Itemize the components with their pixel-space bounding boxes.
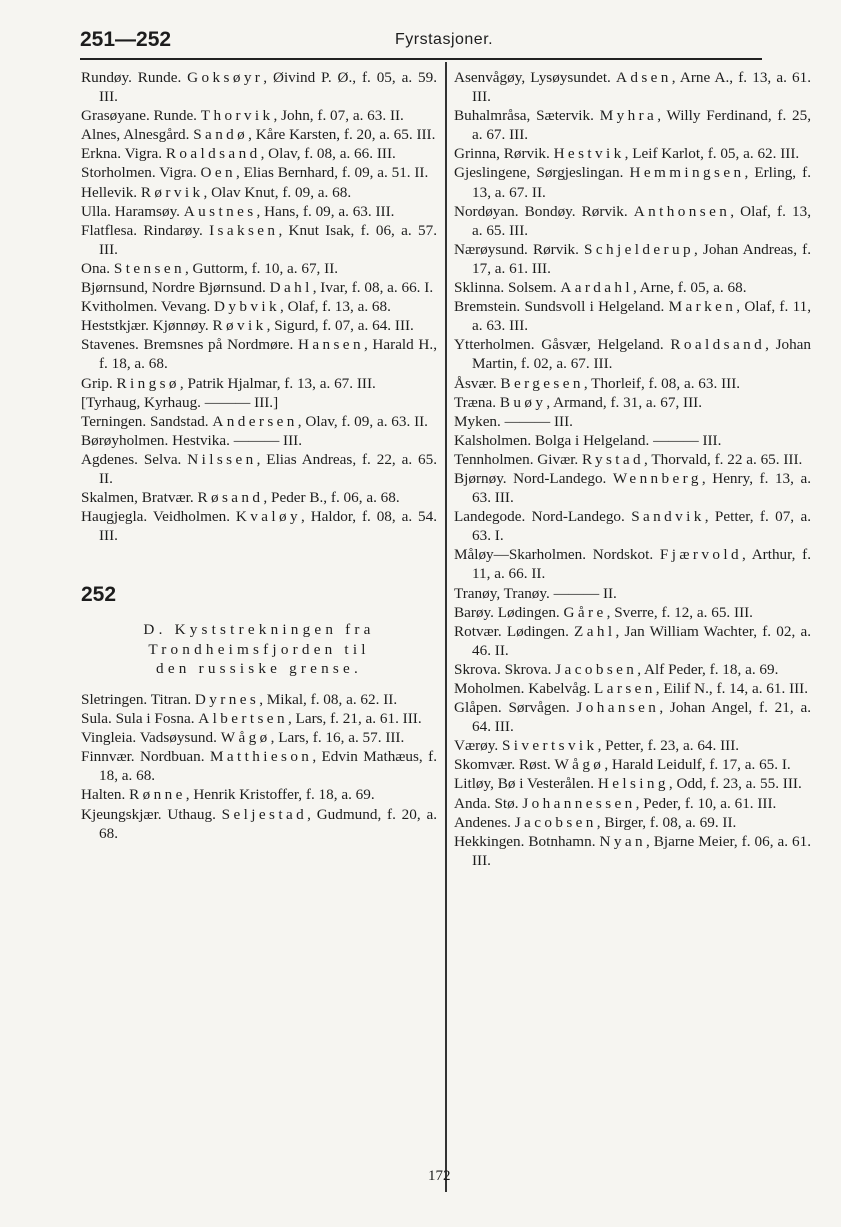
station-entry <box>81 202 437 221</box>
entry-keeper-surname: Goksøyr <box>187 69 264 86</box>
entry-keeper-surname: Stensen <box>113 259 185 277</box>
entry-tail: , Peder, f. 10, a. 61. III. <box>635 794 777 812</box>
entry-tail: , Gudmund, f. 20, a. 68. <box>99 805 437 842</box>
entry-tail: , Thorleif, f. 08, a. 63. III. <box>583 374 741 392</box>
entry-keeper-surname: Røsand <box>197 489 264 507</box>
entry-lead: Agdenes. Selva. <box>81 450 188 468</box>
entry-tail: , Knut Isak, f. 06, a. 57. III. <box>99 221 437 258</box>
entry-tail: , Øivind P. Ø., f. 05, a. 59. III. <box>99 69 438 106</box>
entry-lead: Tranøy, Tranøy. ——— II. <box>454 584 617 602</box>
entry-lead: Landegode. Nord-Landego. <box>454 508 632 526</box>
entry-keeper-surname: Hansen <box>297 336 364 354</box>
entry-lead: Moholmen. Kabelvåg. <box>454 680 595 697</box>
entry-keeper-surname: Myhra <box>599 107 658 125</box>
station-entry <box>81 412 437 431</box>
entry-keeper-surname: Aardahl <box>560 279 634 297</box>
entry-lead: Haugjegla. Veidholmen. <box>81 508 236 526</box>
page-header <box>80 28 760 58</box>
entry-lead: Kjeungskjær. Uthaug. <box>81 805 222 823</box>
entry-tail: , Thorvald, f. 22 a. 65. III. <box>644 450 803 468</box>
entry-keeper-surname: Helsing <box>597 775 669 793</box>
entry-tail: , Harald H., f. 18, a. 68. <box>99 336 437 373</box>
right-column <box>454 68 811 870</box>
entry-keeper-surname: Matthieson <box>209 748 313 766</box>
station-entry <box>454 660 811 679</box>
entry-tail: , Harald Leidulf, f. 17, a. 65. I. <box>604 756 791 774</box>
entry-keeper-surname: Roaldsand <box>670 336 766 354</box>
entry-keeper-surname: Dybvik <box>214 298 280 316</box>
entry-keeper-surname: Hemmingsen <box>629 164 745 182</box>
station-entry <box>81 709 437 728</box>
entry-lead: Værøy. <box>454 737 502 755</box>
entry-tail: , Birger, f. 08, a. 69. II. <box>596 813 737 831</box>
entry-lead: Hellevik. <box>81 183 141 201</box>
entry-list-left <box>81 68 437 545</box>
entry-tail: , Edvin Mathæus, f. 18, a. 68. <box>99 748 437 785</box>
entry-lead: Hekkingen. Botnhamn. <box>454 832 600 850</box>
station-entry <box>454 278 811 297</box>
station-entry <box>454 106 811 144</box>
entry-lead: Sula. Sula i Fosna. <box>81 710 199 728</box>
entry-lead: Barøy. Lødingen. <box>454 603 564 621</box>
entry-keeper-surname: Austnes <box>183 202 257 220</box>
station-entry <box>81 144 437 163</box>
entry-keeper-surname: Wågø <box>220 729 271 747</box>
entry-keeper-surname: Thorvik <box>200 107 274 125</box>
entry-keeper-surname: Roaldsand <box>165 145 261 163</box>
entry-tail: , Ivar, f. 08, a. 66. I. <box>312 279 434 297</box>
page-title: Fyrstasjoner. <box>395 31 494 48</box>
entry-lead: Asenvågøy, Lysøysundet. <box>454 69 616 86</box>
entry-keeper-surname: Buøy <box>499 393 547 411</box>
station-entry <box>454 622 811 660</box>
entry-keeper-surname: Jacobsen <box>514 813 597 831</box>
left-column <box>81 68 437 843</box>
entry-tail: , Lars, f. 21, a. 61. III. <box>287 710 422 728</box>
station-entry <box>454 393 811 412</box>
section-heading-line: Trondheimsfjorden til <box>148 640 370 658</box>
station-entry <box>81 183 437 202</box>
station-entry <box>81 747 437 785</box>
station-entry <box>454 698 811 736</box>
section-heading-line: D. Kyststrekningen fra <box>143 621 375 639</box>
entry-keeper-surname: Nilssen <box>187 450 257 468</box>
entry-lead: Bjørnøy. Nord-Landego. <box>454 469 613 487</box>
entry-tail: , Erling, f. 13, a. 67. II. <box>472 164 811 201</box>
station-entry <box>454 450 811 469</box>
station-entry <box>454 736 811 755</box>
entry-keeper-surname: Sandvik <box>631 508 705 526</box>
header-rule <box>80 58 762 60</box>
page-number: 172 <box>428 1168 451 1184</box>
station-entry <box>81 297 437 316</box>
entry-keeper-surname: Albertsen <box>198 710 288 728</box>
station-entry <box>81 785 437 804</box>
entry-tail: , Eilif N., f. 14, a. 61. III. <box>655 680 809 697</box>
entry-lead: Heststkjær. Kjønnøy. <box>81 317 213 335</box>
entry-tail: , Sverre, f. 12, a. 65. III. <box>606 603 753 621</box>
entry-tail: , Guttorm, f. 10, a. 67, II. <box>184 259 339 277</box>
entry-lead: Træna. <box>454 393 500 411</box>
station-entry <box>81 163 437 182</box>
entry-tail: , Olav, f. 09, a. 63. II. <box>297 412 428 430</box>
entry-keeper-surname: Nyan <box>599 832 646 850</box>
entry-tail: , Elias Andreas, f. 22, a. 65. II. <box>99 450 437 487</box>
entry-tail: , Lars, f. 16, a. 57. III. <box>270 729 405 747</box>
station-entry <box>81 450 437 488</box>
station-entry <box>81 259 437 278</box>
entry-lead: Skrova. Skrova. <box>454 660 556 678</box>
entry-tail: , Willy Ferdinand, f. 25, a. 67. III. <box>472 107 811 144</box>
entry-keeper-surname: Gåre <box>563 603 607 621</box>
entry-lead: Sklinna. Solsem. <box>454 279 561 297</box>
entry-tail: , Patrik Hjalmar, f. 13, a. 67. III. <box>179 374 376 392</box>
entry-keeper-surname: Sandø <box>193 126 249 144</box>
station-entry <box>454 794 811 813</box>
station-entry <box>81 393 437 412</box>
entry-lead: Alnes, Alnesgård. <box>81 126 194 144</box>
station-entry <box>81 335 437 373</box>
entry-lead: Myken. ——— III. <box>454 412 573 430</box>
entry-tail: , Olaf, f. 11, a. 63. III. <box>472 298 811 335</box>
entry-lead: Rotvær. Lødingen. <box>454 622 575 640</box>
station-entry <box>454 297 811 335</box>
entry-keeper-surname: Røvik <box>212 317 267 335</box>
entry-lead: Finnvær. Nordbuan. <box>81 748 210 766</box>
entry-tail: , Petter, f. 23, a. 64. III. <box>597 737 740 755</box>
entry-tail: , Henrik Kristoffer, f. 18, a. 69. <box>185 786 375 804</box>
entry-tail: , Olav, f. 08, a. 66. III. <box>260 145 396 163</box>
entry-lead: Ytterholmen. Gåsvær, Helgeland. <box>454 336 671 354</box>
entry-lead: Stavenes. Bremsnes på Nordmøre. <box>81 336 298 354</box>
entry-keeper-surname: Oen <box>200 164 236 182</box>
station-entry <box>454 335 811 373</box>
station-entry <box>81 431 437 450</box>
entry-keeper-surname: Kvaløy <box>235 508 302 526</box>
entry-lead: Terningen. Sandstad. <box>81 412 213 430</box>
station-entry <box>81 690 437 709</box>
entry-lead: Åsvær. <box>454 374 501 392</box>
entry-tail: , Bjarne Meier, f. 06, a. 61. III. <box>472 832 811 869</box>
page-range: 251—252 <box>80 28 172 51</box>
entry-lead: Skalmen, Bratvær. <box>81 489 198 507</box>
entry-lead: Ulla. Haramsøy. <box>81 202 184 220</box>
entry-lead: Skomvær. Røst. <box>454 756 555 774</box>
station-entry <box>454 832 811 870</box>
section-heading <box>81 620 437 679</box>
column-divider <box>445 62 447 1192</box>
entry-keeper-surname: Adsen <box>615 69 672 86</box>
entry-lead: Andenes. <box>454 813 515 831</box>
entry-lead: Nærøysund. Rørvik. <box>454 240 585 258</box>
entry-lead: [Tyrhaug, Kyrhaug. ——— III.] <box>81 393 279 411</box>
entry-keeper-surname: Rønne <box>129 786 186 804</box>
entry-keeper-surname: Wågø <box>554 756 605 774</box>
entry-tail: , John, f. 07, a. 63. II. <box>273 107 404 125</box>
entry-keeper-surname: Johannessen <box>522 794 636 812</box>
entry-tail: , Peder B., f. 06, a. 68. <box>263 489 400 507</box>
entry-keeper-surname: Wennberg <box>612 469 702 487</box>
station-entry <box>81 221 437 259</box>
station-entry <box>454 68 811 106</box>
entry-keeper-surname: Sivertsvik <box>501 737 598 755</box>
station-entry <box>454 469 811 507</box>
station-entry <box>454 679 811 698</box>
station-entry <box>454 163 811 201</box>
station-entry <box>454 412 811 431</box>
entry-keeper-surname: Dyrnes <box>194 690 260 708</box>
entry-keeper-surname: Jacobsen <box>555 660 638 678</box>
entry-tail: , Hans, f. 09, a. 63. III. <box>256 202 395 220</box>
entry-tail: , Alf Peder, f. 18, a. 69. <box>637 660 779 678</box>
entry-keeper-surname: Marken <box>668 298 737 316</box>
entry-lead: Halten. <box>81 786 130 804</box>
station-entry <box>81 374 437 393</box>
entry-lead: Storholmen. Vigra. <box>81 164 201 182</box>
entry-lead: Litløy, Bø i Vesterålen. <box>454 775 598 793</box>
entry-tail: , Olaf, f. 13, a. 68. <box>279 298 391 316</box>
station-entry <box>454 431 811 450</box>
entry-keeper-surname: Hestvik <box>553 145 625 163</box>
entry-lead: Nordøyan. Bondøy. Rørvik. <box>454 202 634 220</box>
station-entry <box>454 584 811 603</box>
entry-lead: Børøyholmen. Hestvika. ——— III. <box>81 431 303 449</box>
entry-keeper-surname: Larsen <box>594 680 656 697</box>
entry-lead: Erkna. Vigra. <box>81 145 166 163</box>
entry-tail: , Olav Knut, f. 09, a. 68. <box>203 183 352 201</box>
entry-lead: Gjeslingene, Sørgjeslingan. <box>454 164 630 182</box>
entry-keeper-surname: Fjærvold <box>659 546 742 564</box>
entry-tail: , Arthur, f. 11, a. 66. II. <box>472 546 811 583</box>
entry-tail: , Arne, f. 05, a. 68. <box>633 279 747 297</box>
entry-lead: Tennholmen. Givær. <box>454 450 583 468</box>
section-number: 252 <box>81 583 117 607</box>
entry-tail: , Odd, f. 23, a. 55. III. <box>668 775 802 793</box>
entry-lead: Flatflesa. Rindarøy. <box>81 221 210 239</box>
entry-tail: , Arne A., f. 13, a. 61. III. <box>472 69 811 106</box>
entry-keeper-surname: Rystad <box>582 450 645 468</box>
station-entry <box>454 507 811 545</box>
entry-lead: Anda. Stø. <box>454 794 523 812</box>
entry-lead: Grinna, Rørvik. <box>454 145 554 163</box>
entry-lead: Bjørnsund, Nordre Bjørnsund. <box>81 279 270 297</box>
entry-tail: , Haldor, f. 08, a. 54. III. <box>99 508 437 545</box>
station-entry <box>81 125 437 144</box>
entry-tail: , Johan Martin, f. 02, a. 67. III. <box>472 336 811 373</box>
entry-tail: , Petter, f. 07, a. 63. I. <box>472 508 811 545</box>
entry-lead: Grip. <box>81 374 117 392</box>
entry-lead: Sletringen. Titran. <box>81 690 195 708</box>
entry-lead: Ona. <box>81 259 114 277</box>
station-entry <box>454 545 811 583</box>
entry-lead: Buhalmråsa, Sætervik. <box>454 107 600 125</box>
entry-tail: , Armand, f. 31, a. 67, III. <box>546 393 703 411</box>
entry-tail: , Henry, f. 13, a. 63. III. <box>472 469 812 507</box>
entry-keeper-surname: Seljestad <box>221 805 308 823</box>
station-entry <box>454 240 811 278</box>
station-entry <box>81 68 437 106</box>
entry-keeper-surname: Isaksen <box>209 221 279 239</box>
station-entry <box>81 507 437 545</box>
station-entry <box>454 813 811 832</box>
entry-keeper-surname: Ringsø <box>116 374 180 392</box>
entry-lead: Bremstein. Sundsvoll i Helgeland. <box>454 298 669 316</box>
entry-tail: , Sigurd, f. 07, a. 64. III. <box>266 317 414 335</box>
entry-tail: , Jan William Wachter, f. 02, a. 46. II. <box>472 622 811 659</box>
station-entry <box>454 774 811 793</box>
station-entry <box>81 316 437 335</box>
station-entry <box>454 202 811 240</box>
entry-keeper-surname: Rørvik <box>140 183 204 201</box>
section-heading-line: den russiske grense. <box>156 660 362 678</box>
entry-tail: , Mikal, f. 08, a. 62. II. <box>259 690 398 708</box>
entry-keeper-surname: Schjelderup <box>584 240 694 258</box>
entry-tail: , Leif Karlot, f. 05, a. 62. III. <box>624 145 800 163</box>
station-entry <box>454 374 811 393</box>
entry-lead: Kvitholmen. Vevang. <box>81 298 215 316</box>
station-entry <box>454 144 811 163</box>
entry-tail: , Elias Bernhard, f. 09, a. 51. II. <box>235 164 429 182</box>
entry-lead: Rundøy. Runde. <box>81 69 188 86</box>
station-entry <box>454 603 811 622</box>
entry-lead: Glåpen. Sørvågen. <box>454 699 577 717</box>
entry-keeper-surname: Andersen <box>212 412 298 430</box>
entry-keeper-surname: Zahl <box>574 622 616 640</box>
entry-tail: , Kåre Karsten, f. 20, a. 65. III. <box>248 126 436 144</box>
station-entry <box>81 278 437 297</box>
entry-lead: Kalsholmen. Bolga i Helgeland. ——— III. <box>454 431 722 449</box>
station-entry <box>81 106 437 125</box>
station-entry <box>454 755 811 774</box>
station-entry <box>81 805 437 843</box>
entry-tail: , Johan Angel, f. 21, a. 64. III. <box>472 699 811 736</box>
entry-keeper-surname: Dahl <box>269 279 313 297</box>
entry-keeper-surname: Bergesen <box>500 374 584 392</box>
station-entry <box>81 488 437 507</box>
entry-tail: , Johan Andreas, f. 17, a. 61. III. <box>472 240 811 277</box>
entry-lead: Måløy—Skarholmen. Nordskot. <box>454 546 660 564</box>
entry-lead: Vingleia. Vadsøysund. <box>81 729 221 747</box>
entry-keeper-surname: Anthonsen <box>633 202 731 220</box>
entry-list-left-2 <box>81 690 437 843</box>
station-entry <box>81 728 437 747</box>
entry-keeper-surname: Johansen <box>576 699 660 717</box>
entry-list-right <box>454 68 811 870</box>
entry-tail: , Olaf, f. 13, a. 65. III. <box>472 202 811 239</box>
entry-lead: Grasøyane. Runde. <box>81 107 201 125</box>
